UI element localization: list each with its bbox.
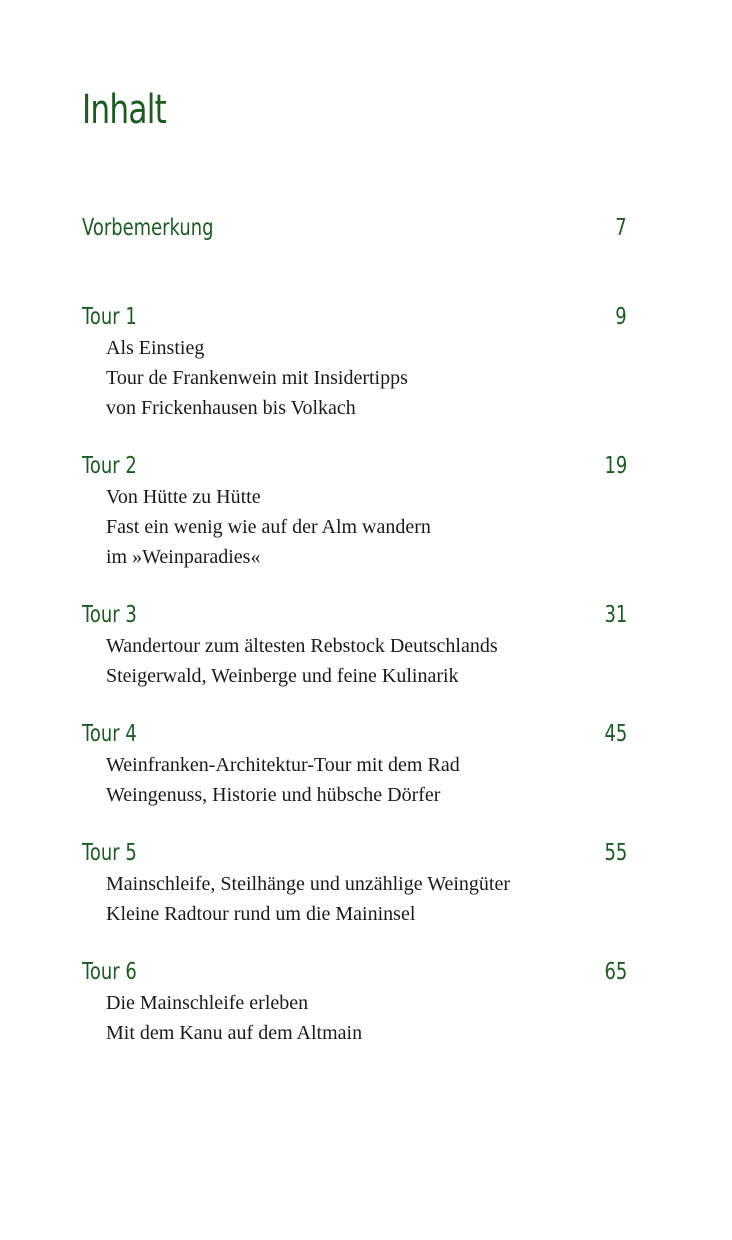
description-line: Als Einstieg bbox=[106, 337, 205, 359]
toc-entry-title[interactable]: Tour 2 bbox=[82, 453, 137, 479]
description-line: Mainschleife, Steilhänge und unzählige Weingüter bbox=[106, 873, 511, 895]
toc-entry-tour-3[interactable] bbox=[82, 601, 627, 691]
toc-entry-description bbox=[106, 333, 627, 423]
toc-entry-title[interactable]: Tour 1 bbox=[82, 304, 137, 330]
toc-entry-title[interactable]: Tour 6 bbox=[82, 959, 137, 985]
page-title: Inhalt bbox=[82, 87, 167, 133]
toc-entry-tour-2[interactable] bbox=[82, 452, 627, 572]
description-line: Weingenuss, Historie und hübsche Dörfer bbox=[106, 784, 441, 806]
toc-entry-title[interactable]: Tour 3 bbox=[82, 602, 137, 628]
description-line: Kleine Radtour rund um die Maininsel bbox=[106, 903, 416, 925]
toc-entry-description bbox=[106, 750, 627, 810]
toc-entry-page: 9 bbox=[615, 304, 627, 330]
toc-entry-tour-5[interactable] bbox=[82, 839, 627, 929]
description-line: Weinfranken-Architektur-Tour mit dem Rad bbox=[106, 754, 460, 776]
toc-entry-vorbemerkung[interactable] bbox=[82, 214, 627, 242]
toc-entry-title[interactable]: Tour 4 bbox=[82, 721, 137, 747]
description-line: Die Mainschleife erleben bbox=[106, 992, 309, 1014]
description-line: Von Hütte zu Hütte bbox=[106, 486, 261, 508]
toc-entry-page: 45 bbox=[604, 721, 627, 747]
description-line: Wandertour zum ältesten Rebstock Deutschlands bbox=[106, 635, 498, 657]
toc-entry-tour-6[interactable] bbox=[82, 958, 627, 1048]
toc-entry-page: 7 bbox=[615, 215, 627, 241]
toc-entry-tour-1[interactable] bbox=[82, 303, 627, 423]
description-line: von Frickenhausen bis Volkach bbox=[106, 397, 356, 419]
toc-entry-title[interactable]: Vorbemerkung bbox=[82, 215, 214, 241]
description-line: Tour de Frankenwein mit Insidertipps bbox=[106, 367, 408, 389]
toc-entry-description bbox=[106, 631, 627, 691]
toc-entry-description bbox=[106, 482, 627, 572]
toc-entry-page: 55 bbox=[604, 840, 627, 866]
toc-entry-description bbox=[106, 869, 627, 929]
description-line: im »Weinparadies« bbox=[106, 546, 261, 568]
toc-entry-title[interactable]: Tour 5 bbox=[82, 840, 137, 866]
description-line: Fast ein wenig wie auf der Alm wandern bbox=[106, 516, 431, 538]
toc-entry-description bbox=[106, 988, 627, 1048]
description-line: Steigerwald, Weinberge und feine Kulinarik bbox=[106, 665, 459, 687]
toc-entry-page: 19 bbox=[604, 453, 627, 479]
description-line: Mit dem Kanu auf dem Altmain bbox=[106, 1022, 363, 1044]
toc-entry-page: 31 bbox=[604, 602, 627, 628]
toc-entry-tour-4[interactable] bbox=[82, 720, 627, 810]
toc-entry-page: 65 bbox=[604, 959, 627, 985]
